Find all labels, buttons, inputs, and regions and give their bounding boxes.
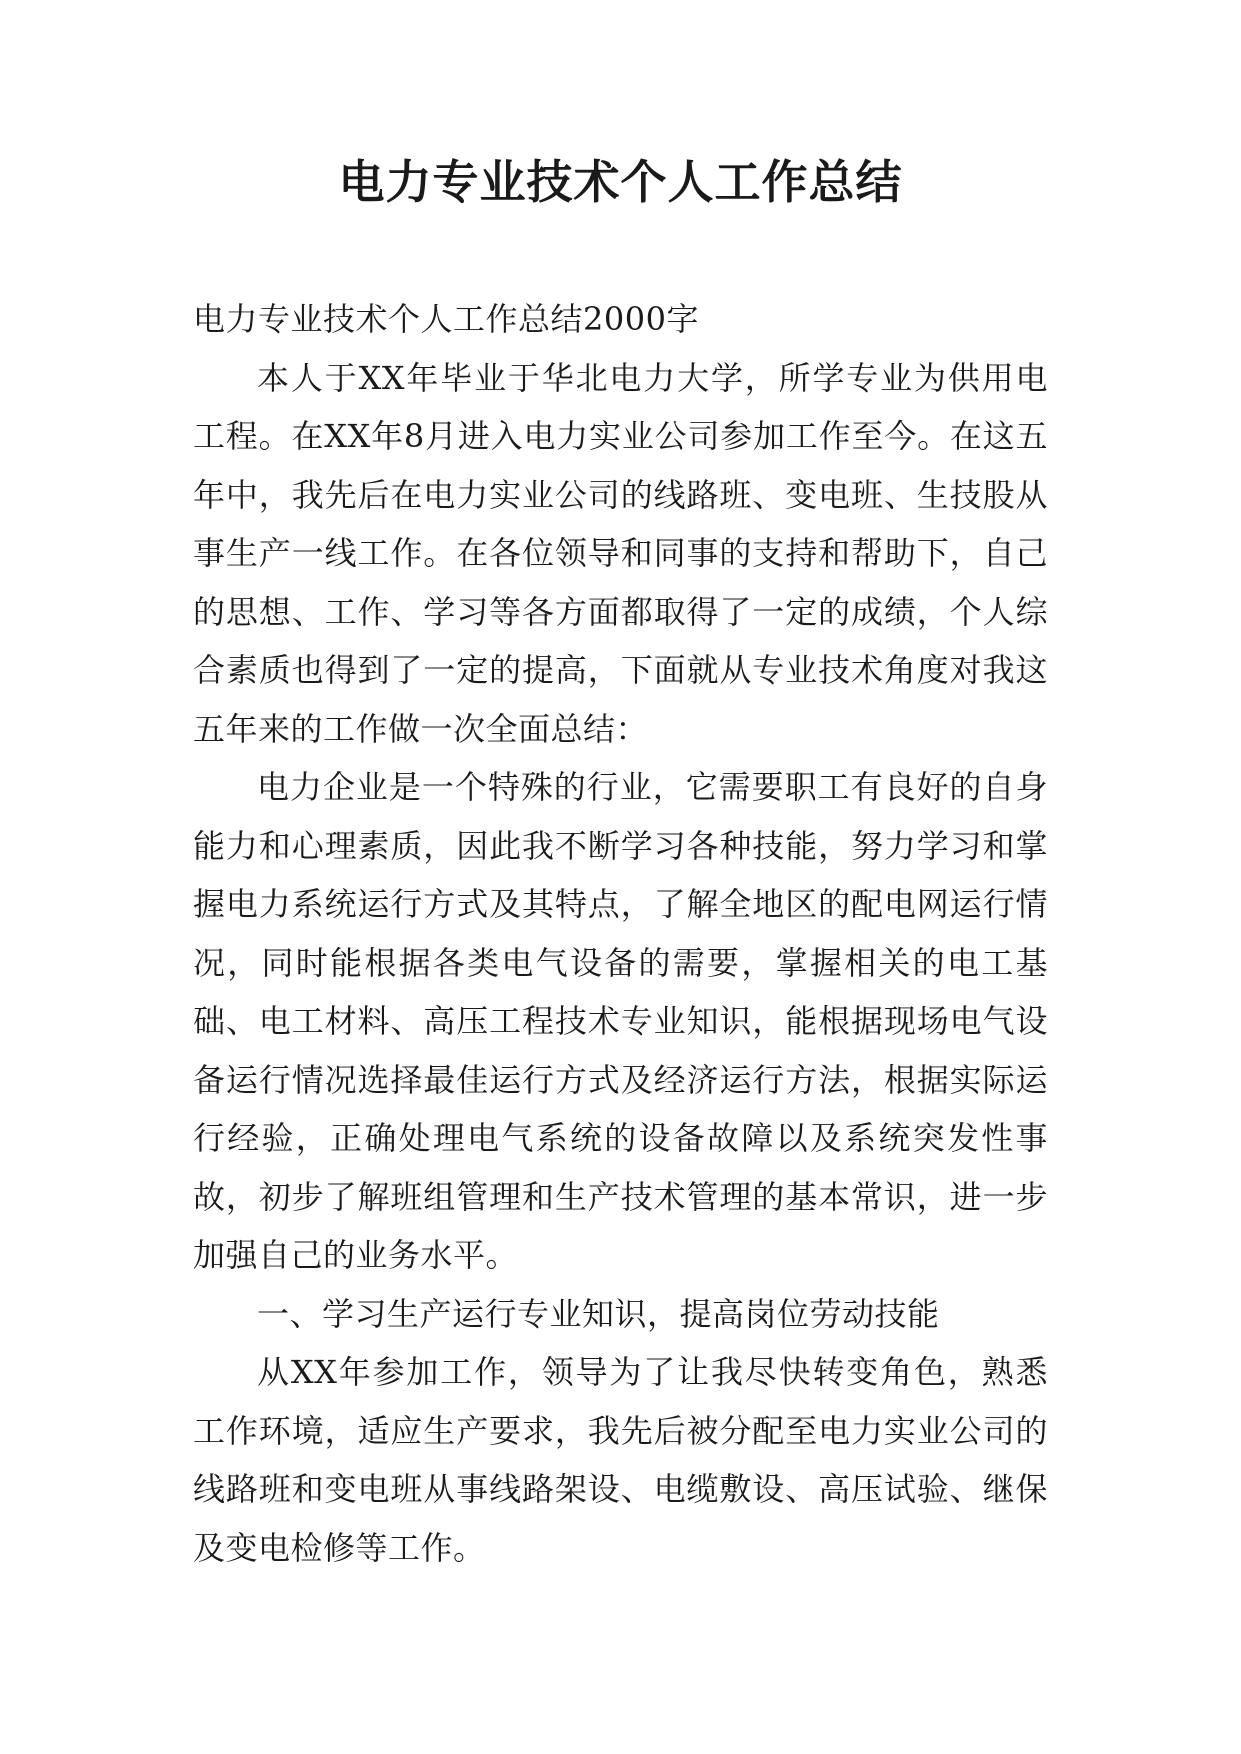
- paragraph-industry: 电力企业是一个特殊的行业，它需要职工有良好的自身能力和心理素质，因此我不断学习各种技能，努力学习和掌握电力系统运行方式及其特点，了解全地区的配电网运行情况，同时能根据各类电气设备的需要，掌握相关的电工基础、电工材料、高压工程技术专业知识，能根据现场电气设备运行情况选择最佳运行方式及经济运行方法，根据实际运行经验，正确处理电气系统的设备故障以及系统突发性事故，初步了解班组管理和生产技术管理的基本常识，进一步加强自己的业务水平。: [193, 768, 1048, 1274]
- paragraph-introduction: 本人于XX年毕业于华北电力大学，所学专业为供用电工程。在XX年8月进入电力实业公司参加工作至今。在这五年中，我先后在电力实业公司的线路班、变电班、生技股从事生产一线工作。在各位领导和同事的支持和帮助下，自己的思想、工作、学习等各方面都取得了一定的成绩，个人综合素质也得到了一定的提高，下面就从专业技术角度对我这五年来的工作做一次全面总结：: [193, 358, 1048, 748]
- paragraph-section-one: 从XX年参加工作，领导为了让我尽快转变角色，熟悉工作环境，适应生产要求，我先后被分配至电力实业公司的线路班和变电班从事线路架设、电缆敷设、高压试验、继保及变电检修等工作。: [193, 1353, 1048, 1567]
- document-title: 电力专业技术个人工作总结: [338, 155, 903, 209]
- document-subtitle: 电力专业技术个人工作总结2000字: [193, 300, 699, 338]
- section-heading-one: 一、学习生产运行专业知识，提高岗位劳动技能: [257, 1294, 940, 1333]
- document-body: [193, 290, 1048, 1577]
